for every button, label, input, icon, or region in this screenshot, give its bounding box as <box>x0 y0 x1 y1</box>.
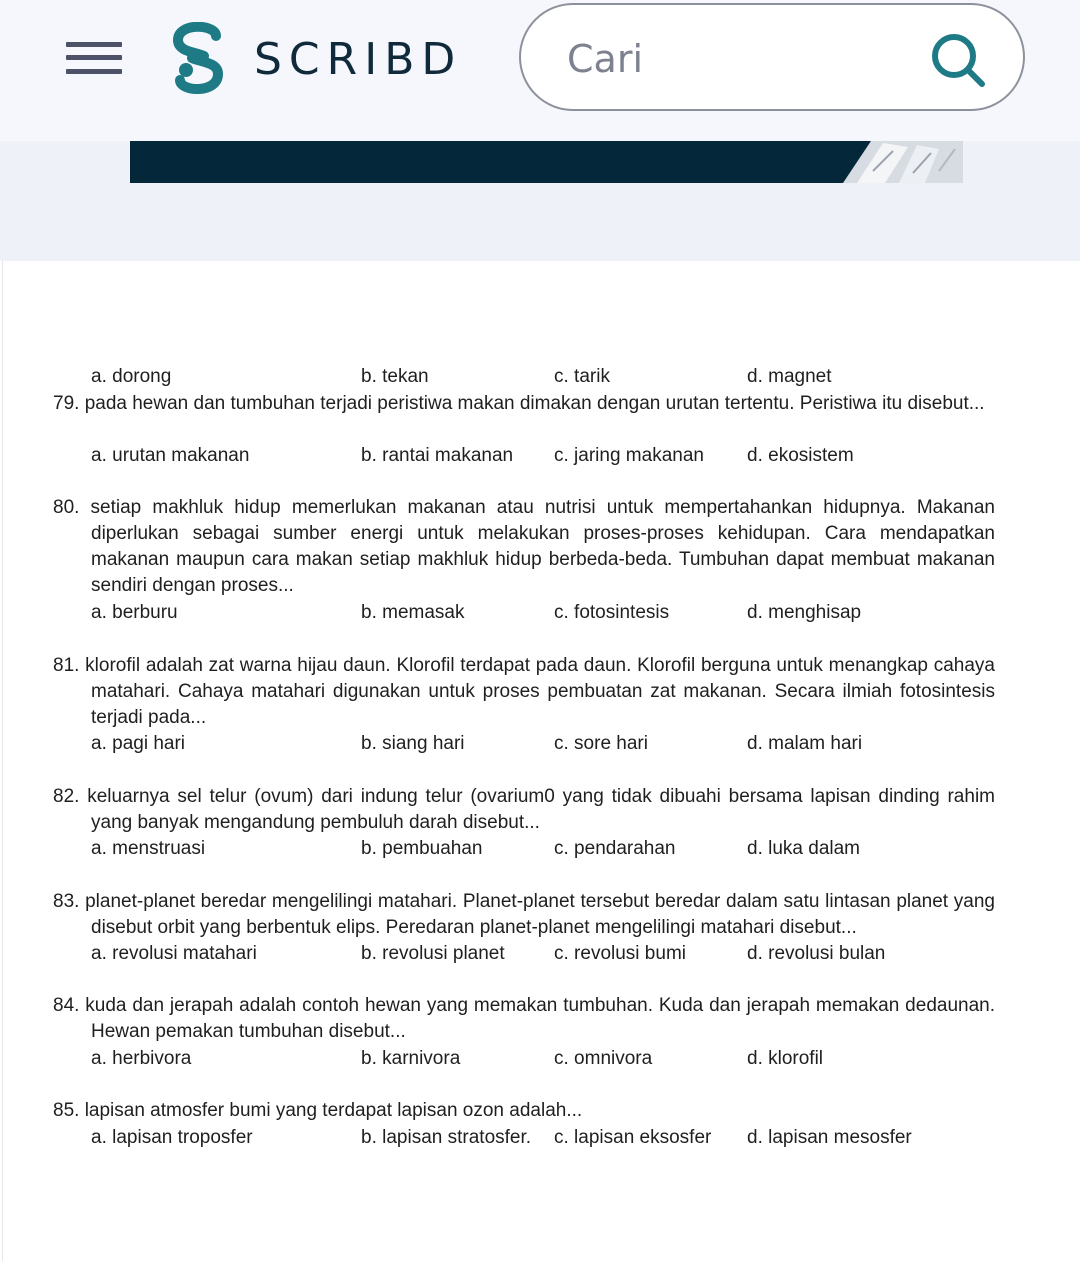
options-row <box>91 443 991 469</box>
option: b. revolusi planet <box>361 943 505 964</box>
option: c. tarik <box>554 366 610 387</box>
newspaper-decoration-icon <box>813 141 963 183</box>
option: d. revolusi bulan <box>747 943 886 964</box>
options-row <box>91 1125 991 1151</box>
question-82: 82. keluarnya sel telur (ovum) dari indung telur (ovarium0 yang tidak dibuahi bersama lapisan dinding rahim yang banyak mengandung pembuluh darah disebut... <box>53 786 995 833</box>
options-row <box>91 941 991 967</box>
option: a. urutan makanan <box>91 445 250 466</box>
option: c. omnivora <box>554 1048 653 1069</box>
option: b. siang hari <box>361 733 465 754</box>
hamburger-menu-icon[interactable] <box>66 40 124 76</box>
option: c. jaring makanan <box>554 445 704 466</box>
option: d. lapisan mesosfer <box>747 1127 912 1148</box>
option: b. tekan <box>361 366 429 387</box>
question-79: 79. pada hewan dan tumbuhan terjadi peristiwa makan dimakan dengan urutan tertentu. Peristiwa itu disebut... <box>53 393 985 414</box>
search-input[interactable] <box>565 33 909 85</box>
brand-name: SCRIBD <box>254 34 463 85</box>
option: d. magnet <box>747 366 832 387</box>
option: a. pagi hari <box>91 733 186 754</box>
option: d. ekosistem <box>747 445 854 466</box>
option: c. fotosintesis <box>554 602 670 623</box>
option: d. luka dalam <box>747 838 861 859</box>
options-row <box>91 731 991 757</box>
search-icon[interactable] <box>929 31 987 89</box>
options-row <box>91 600 991 626</box>
option: b. rantai makanan <box>361 445 514 466</box>
option: a. revolusi matahari <box>91 943 257 964</box>
option: d. menghisap <box>747 602 862 623</box>
option: c. pendarahan <box>554 838 676 859</box>
question-85: 85. lapisan atmosfer bumi yang terdapat lapisan ozon adalah... <box>53 1100 583 1121</box>
option: b. karnivora <box>361 1048 461 1069</box>
question-80: 80. setiap makhluk hidup memerlukan makanan atau nutrisi untuk mempertahankan hidupnya. Makanan diperlukan sebagai sumber energi untuk melakukan proses-proses kehidupan. Cara mendapatkan makanan maupun cara makan setiap makhluk hidup berbeda-beda. Tumbuhan dapat membuat makanan sendiri dengan proses... <box>53 497 995 596</box>
option: c. lapisan eksosfer <box>554 1127 712 1148</box>
options-row <box>91 836 991 862</box>
question-84: 84. kuda dan jerapah adalah contoh hewan yang memakan tumbuhan. Kuda dan jerapah memakan dedaunan. Hewan pemakan tumbuhan disebut... <box>53 995 995 1042</box>
option: b. pembuahan <box>361 838 483 859</box>
options-row <box>91 364 991 390</box>
options-row <box>91 1046 991 1072</box>
option: a. menstruasi <box>91 838 206 859</box>
option: a. lapisan troposfer <box>91 1127 253 1148</box>
option: c. sore hari <box>554 733 648 754</box>
scribd-s-icon <box>168 22 228 94</box>
option: d. klorofil <box>747 1048 824 1069</box>
top-navigation-bar <box>0 0 1080 141</box>
option: a. herbivora <box>91 1048 192 1069</box>
question-83: 83. planet-planet beredar mengelilingi matahari. Planet-planet tersebut beredar dalam satu lintasan planet yang disebut orbit yang berbentuk elips. Peredaran planet-planet mengelilingi matahari disebut... <box>53 891 995 938</box>
option: a. dorong <box>91 366 172 387</box>
question-81: 81. klorofil adalah zat warna hijau daun. Klorofil terdapat pada daun. Klorofil berguna untuk menangkap cahaya matahari. Cahaya matahari digunakan untuk proses pembuatan zat makanan. Secara ilmiah fotosintesis terjadi pada... <box>53 655 995 728</box>
option: a. berburu <box>91 602 178 623</box>
option: d. malam hari <box>747 733 863 754</box>
search-box[interactable] <box>519 3 1025 111</box>
option: c. revolusi bumi <box>554 943 686 964</box>
option: b. memasak <box>361 602 465 623</box>
option: b. lapisan stratosfer. <box>361 1127 532 1148</box>
document-banner <box>130 141 963 183</box>
